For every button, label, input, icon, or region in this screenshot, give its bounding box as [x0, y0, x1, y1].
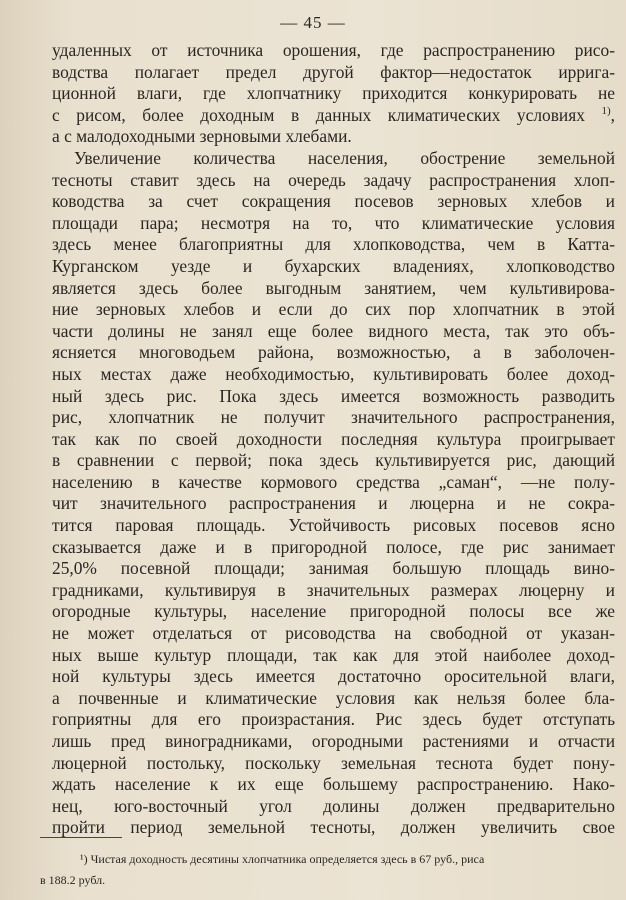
body-text	[52, 40, 615, 839]
text-line	[52, 688, 615, 710]
text-line-content: водства полагает предел другой фактор—недостаток ирригa-	[52, 61, 615, 82]
text-line	[52, 321, 615, 343]
text-line-content: а почвенные и климатические условия как нельзя более бла-	[52, 687, 615, 708]
text-line-content: населению в качестве кормового средства „саман“, —не полу-	[52, 471, 615, 492]
footnote-divider	[40, 837, 122, 838]
text-line-content: ясняется многоводьем района, возможностью, а в заболочен-	[52, 342, 615, 363]
text-line-content: ной культуры здесь имеется достаточно оросительной влаги,	[52, 666, 615, 687]
text-line	[52, 386, 615, 408]
text-line-content: не может отделаться от рисоводства на свободной от указан-	[52, 623, 615, 644]
footnote-line: ¹) Чистая доходность десятины хлопчатника определяется здесь в 67 руб., риса	[80, 852, 485, 866]
text-line	[52, 580, 615, 602]
text-line-content: Курганском уезде и бухарских владениях, хлопководство	[52, 255, 615, 276]
text-line	[52, 170, 615, 192]
text-line-content: ждать население к их еще большему распространению. Нако-	[52, 774, 615, 795]
text-line	[52, 364, 615, 386]
text-line	[52, 731, 615, 753]
text-line	[52, 213, 615, 235]
footnote-marker: 1)	[601, 104, 611, 117]
text-line	[52, 278, 615, 300]
text-line	[52, 191, 615, 213]
text-line-content: в сравнении с первой; пока здесь культивируется рис, дающий	[52, 450, 615, 471]
text-line-content: Увеличение количества населения, обострение земельной	[74, 147, 615, 168]
text-line	[52, 601, 615, 623]
text-line	[52, 407, 615, 429]
text-line-content: ководства за счет сокращения посевов зерновых хлебов и	[52, 191, 615, 212]
text-line-content: пройти период земельной тесноты, должен увеличить свое	[52, 817, 615, 838]
text-line	[52, 126, 615, 148]
text-line-content: ных местах даже необходимостью, культивировать более доход-	[52, 363, 615, 384]
text-line-content: ных выше культур площади, так как для этой наиболее доход-	[52, 644, 615, 665]
text-line-content: 25,0% посевной площади; занимая большую площадь вино-	[52, 558, 615, 579]
text-line-content: удаленных от источника орошения, где распространению рисо-	[52, 40, 615, 60]
text-line	[52, 753, 615, 775]
text-line	[52, 709, 615, 731]
text-line-content: рис, хлопчатник не получит значительного распространения,	[52, 407, 615, 428]
text-line	[52, 40, 615, 62]
text-line	[52, 256, 615, 278]
text-line	[52, 429, 615, 451]
text-line-content: люцерной постольку, поскольку земельная теснота будет пону-	[52, 752, 615, 773]
text-line-content: нец, юго-восточный угол долины должен предварительно	[52, 795, 615, 816]
text-line	[52, 645, 615, 667]
text-line	[52, 342, 615, 364]
text-line	[52, 299, 615, 321]
text-line	[52, 62, 615, 84]
text-line	[52, 472, 615, 494]
text-line-content: является здесь более выгодным занятием, чем культивирова-	[52, 277, 615, 298]
text-line-content: с рисом, более доходным в данных климатических условиях	[52, 104, 585, 125]
text-line-content: гоприятны для его произрастания. Рис здесь будет отступать	[52, 709, 615, 730]
text-line	[52, 666, 615, 688]
text-line-content: ние зерновых хлебов и если до сих пор хлопчатник в этой	[52, 299, 615, 320]
text-line-content: так как по своей доходности последняя культура проигрывает	[52, 428, 615, 449]
text-line	[52, 774, 615, 796]
text-line-content: ный здесь рис. Пока здесь имеется возможность разводить	[52, 385, 615, 406]
text-line-content: площади пара; несмотря на то, что климатические условия	[52, 212, 615, 233]
text-line: с рисом, более доходным в данных климатических условиях $^{1)}$,	[52, 104, 615, 125]
text-line-content: огородные культуры, население пригородной полосы все же	[52, 601, 615, 622]
text-line	[52, 537, 615, 559]
text-line	[52, 234, 615, 256]
text-line-content: части долины не занял еще более видного места, так это объ-	[52, 320, 615, 341]
text-line-content: тесноты ставит здесь на очередь задачу распространения хлоп-	[52, 169, 615, 190]
text-line-content: а с малодоходными зерновыми хлебами.	[52, 126, 352, 147]
text-line	[52, 623, 615, 645]
text-line-content: сказывается даже и в пригородной полосе, где рис занимает	[52, 536, 615, 557]
text-line-content: градниками, культивируя в значительных размерах люцерну и	[52, 579, 615, 600]
page-number: — 45 —	[280, 13, 346, 32]
text-line	[52, 558, 615, 580]
text-line	[52, 493, 615, 515]
text-line-content: здесь менее благоприятны для хлопководства, чем в Катта-	[52, 234, 615, 255]
text-line	[52, 515, 615, 537]
text-line	[52, 796, 615, 818]
text-line	[52, 148, 615, 170]
text-line-content: ционной влаги, где хлопчатнику приходится конкурировать не	[52, 83, 615, 104]
text-line-content: чит значительного распространения и люцерна и не сокра-	[52, 493, 615, 514]
footnote	[40, 849, 580, 891]
text-line	[52, 83, 615, 105]
text-line	[52, 817, 615, 839]
footnote-line: в 188.2 рубл.	[40, 873, 106, 887]
text-line-content: лишь пред виноградниками, огородными растениями и отчасти	[52, 731, 615, 751]
text-line-content: тится паровая площадь. Устойчивость рисовых посевов ясно	[52, 515, 615, 536]
text-line	[52, 450, 615, 472]
